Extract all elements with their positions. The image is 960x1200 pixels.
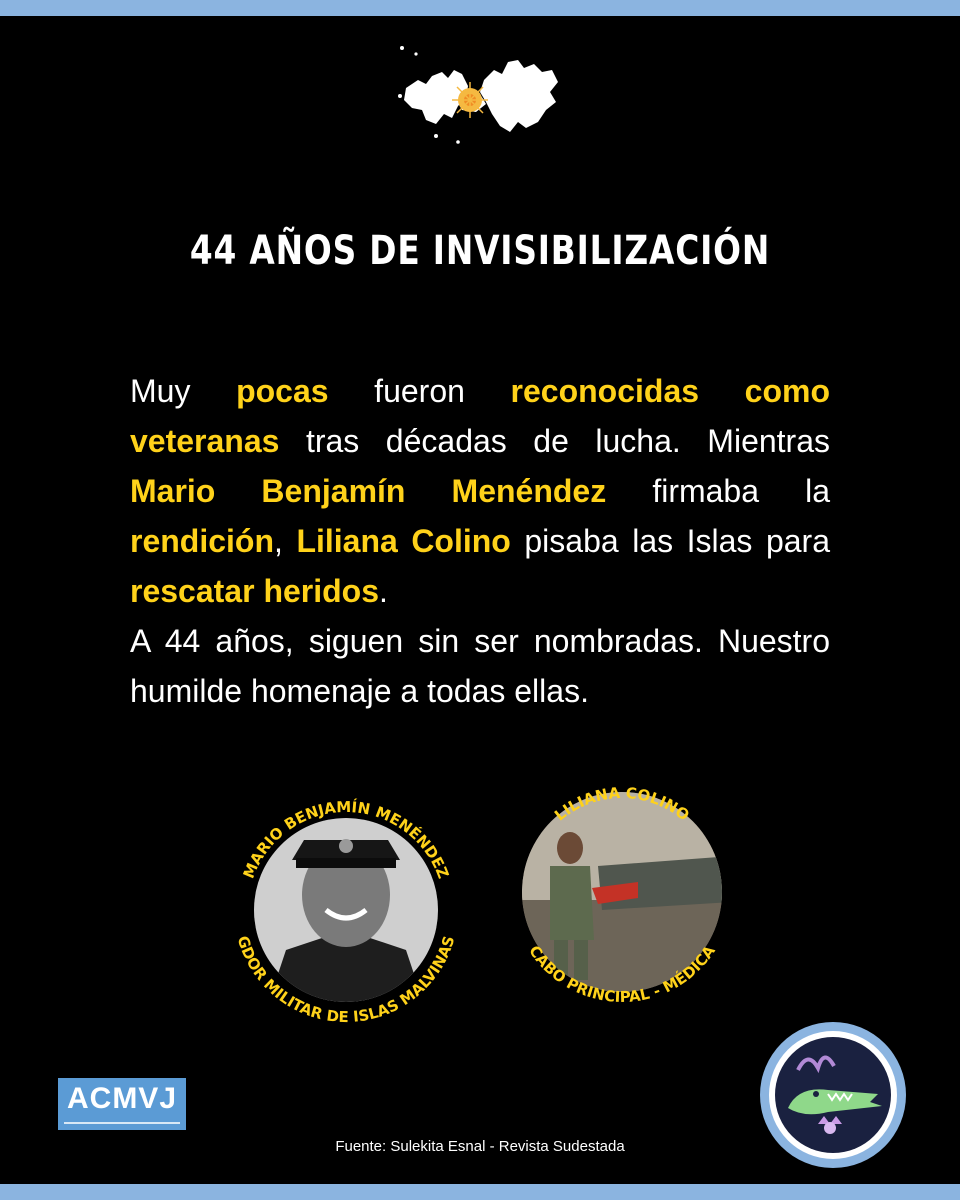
body-text-segment: . (379, 573, 388, 609)
highlighted-phrase: Mario Benjamín Menéndez (130, 473, 607, 509)
malvinas-islands-map (396, 40, 566, 150)
portrait-menendez (226, 770, 466, 1027)
portrait-role-label: CABO PRINCIPAL - MÉDICA (525, 942, 719, 1007)
portrait-colino (502, 770, 742, 1010)
page-title: 44 AÑOS DE INVISIBILIZACIÓN (189, 228, 771, 274)
svg-text:MARIO BENJAMÍN MENÉNDEZ (240, 797, 453, 881)
portrait-caption-ring (226, 770, 466, 1027)
acmvj-logo-text: ACMVJ (66, 1082, 177, 1115)
bottom-border-band (0, 1184, 960, 1200)
body-text-segment: firmaba la (606, 473, 831, 509)
svg-text:LILIANA COLINO (551, 784, 693, 825)
portrait-caption-ring (502, 770, 742, 1010)
highlighted-phrase: pocas (236, 373, 329, 409)
logo-fine-print (64, 1122, 180, 1124)
highlighted-phrase: Liliana Colino (296, 523, 511, 559)
svg-text:CABO PRINCIPAL - MÉDICA (525, 942, 719, 1006)
portrait-role-label: GDOR MILITAR DE ISLAS MALVINAS (233, 933, 459, 1027)
body-text-segment: fueron (328, 373, 511, 409)
body-paragraph-2: A 44 años, siguen sin ser nombradas. Nuestro humilde homenaje a todas ellas. (130, 623, 830, 709)
portrait-name-label: LILIANA COLINO (551, 783, 693, 825)
highlighted-phrase: rendición (130, 523, 275, 559)
crocodile-emblem-logo (758, 1020, 908, 1170)
svg-text:GDOR MILITAR DE ISLAS MALVINAS (234, 934, 459, 1026)
body-text-segment: , (274, 523, 297, 559)
body-paragraph-1 (130, 366, 830, 616)
acmvj-logo (58, 1078, 186, 1130)
source-credit: Fuente: Sulekita Esnal - Revista Sudestada (335, 1138, 625, 1155)
portrait-name-label: MARIO BENJAMÍN MENÉNDEZ (239, 797, 453, 882)
highlighted-phrase: rescatar heridos (130, 573, 380, 609)
highlighted-phrase: reconocidas como veteranas (130, 373, 831, 459)
body-text-segment: pisaba las Islas para (510, 523, 831, 559)
body-text (130, 366, 830, 716)
body-text-segment: tras décadas de lucha. Mientras (279, 423, 830, 459)
body-text-segment: Muy (130, 373, 237, 409)
top-border-band (0, 0, 960, 16)
